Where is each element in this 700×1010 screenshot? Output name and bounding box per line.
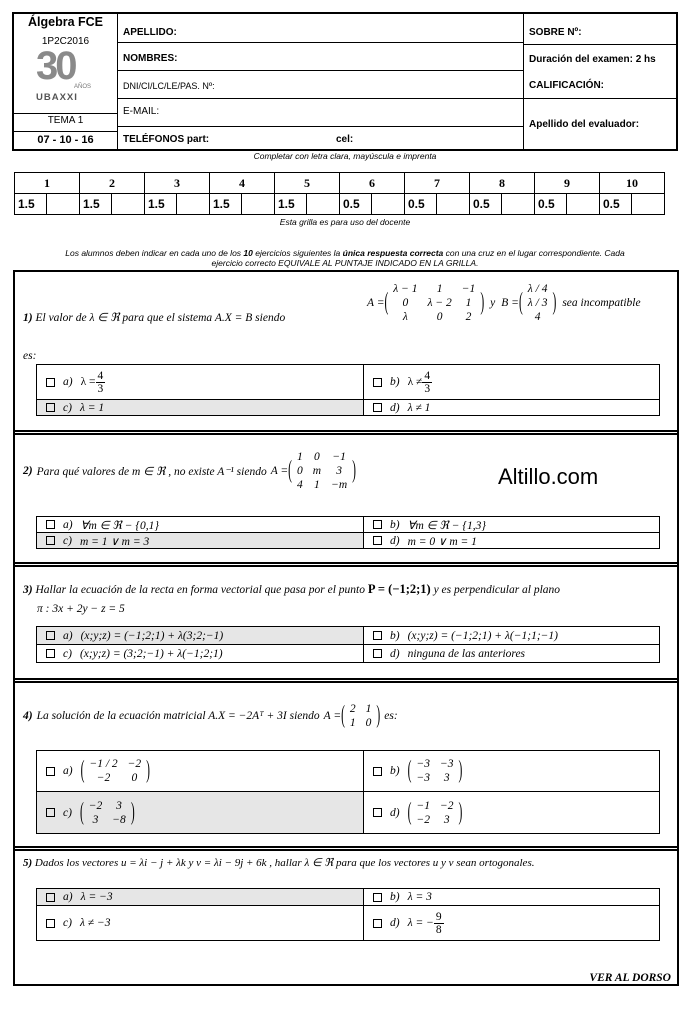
matrix-cell: 2 <box>349 703 356 715</box>
instr-part: 10 <box>243 248 253 258</box>
matrix-cell: 3 <box>336 465 342 477</box>
logo-anos: AÑOS <box>74 84 92 90</box>
footer-text: VER AL DORSO <box>589 972 671 984</box>
q2-matrix-a: ( 1 0 −1 0 m 3 4 1 −m ) <box>288 451 356 491</box>
fraction <box>96 370 106 395</box>
question-separator <box>15 678 677 683</box>
grid-number: 5 <box>275 173 340 194</box>
course-code: 1P2C2016 <box>41 36 90 47</box>
checkbox[interactable] <box>46 808 55 817</box>
q1-option-d[interactable] <box>363 399 660 416</box>
option-label: a) <box>63 629 73 642</box>
checkbox[interactable] <box>373 403 382 412</box>
matrix-cell: 1 <box>314 479 320 491</box>
matrix-cell: −2 <box>88 799 103 812</box>
header-instruction: Completar con letra clara, mayúscula e imprenta <box>253 151 437 161</box>
option-text: λ = 3 <box>407 891 432 903</box>
option-label: b) <box>390 765 400 777</box>
q5-number: 5) <box>23 857 33 869</box>
logo-brand: UBAXXI <box>36 92 78 103</box>
instr-part: única respuesta correcta <box>342 248 444 258</box>
q3-plane: π : 3x + 2y − z = 5 <box>37 603 125 615</box>
matrix-cell: λ − 1 <box>393 283 418 295</box>
checkbox[interactable] <box>46 893 55 902</box>
matrix-cell: 3 <box>116 799 122 812</box>
option-label: b) <box>390 891 400 903</box>
matrix-cell: −1 / 2 <box>89 758 118 770</box>
q2-number: 2) <box>23 465 33 477</box>
option-label: d) <box>390 806 400 819</box>
option-label: a) <box>63 765 73 777</box>
matrix-cell: −1 <box>416 799 430 812</box>
q4-statement <box>23 702 398 730</box>
matrix-cell: 0 <box>402 297 409 309</box>
checkbox[interactable] <box>373 893 382 902</box>
q2-option-b[interactable] <box>363 516 660 533</box>
matrix-cell: 1 <box>297 451 303 463</box>
grid-value: 1.5 <box>210 194 242 215</box>
q1-b-eq: B = <box>501 297 519 309</box>
q1-matrix-a: ( λ − 1 1 −1 0 λ − 2 1 λ 0 2 ) <box>384 283 485 323</box>
option-text: ∀m ∈ ℜ − {0,1} <box>80 519 159 532</box>
option-label: c) <box>63 647 72 660</box>
grid-value: 1.5 <box>275 194 307 215</box>
option-label: d) <box>390 917 400 929</box>
instructions <box>12 248 678 268</box>
grid-value: 0.5 <box>340 194 372 215</box>
option-label: d) <box>390 401 400 414</box>
score-grid <box>14 172 665 215</box>
grid-value: 1.5 <box>15 194 47 215</box>
grid-number: 9 <box>535 173 600 194</box>
checkbox[interactable] <box>373 767 382 776</box>
option-label: c) <box>63 534 72 547</box>
fraction <box>434 911 444 936</box>
matrix-cell: 4 <box>297 479 303 491</box>
option-label: d) <box>390 534 400 547</box>
denominator: 3 <box>424 382 431 395</box>
matrix-cell: −8 <box>112 813 126 826</box>
grid-score-cell[interactable] <box>47 194 80 215</box>
matrix-cell: −2 <box>127 758 142 770</box>
q5-option-b[interactable] <box>363 888 660 906</box>
q1-es: es: <box>23 350 37 362</box>
q5-option-d[interactable] <box>363 905 660 941</box>
q4-option-c[interactable] <box>36 791 364 834</box>
q1-y: y <box>490 297 496 309</box>
matrix-cell: −2 <box>439 799 454 812</box>
matrix-cell: λ / 3 <box>527 297 548 309</box>
matrix-cell: 3 <box>443 813 450 826</box>
option-label: c) <box>63 401 72 414</box>
q2-text: Para qué valores de m ∈ ℜ , no existe A⁻¹ siendo <box>36 466 267 478</box>
matrix-cell: −2 <box>96 772 111 784</box>
q5-statement <box>23 856 673 869</box>
option-label: b) <box>390 518 400 531</box>
matrix-cell: 0 <box>131 772 138 784</box>
grid-number: 7 <box>405 173 470 194</box>
q3-option-c[interactable] <box>36 644 364 663</box>
matrix-cell: 1 <box>349 717 356 729</box>
course-title: Álgebra FCE <box>27 15 103 29</box>
option-text: λ = −3 <box>80 891 113 903</box>
instr-part: con una cruz en el lugar correspondiente. Cada <box>443 248 625 258</box>
nombres-field[interactable]: NOMBRES: <box>123 53 178 64</box>
grid-value: 1.5 <box>80 194 112 215</box>
option-text: λ = <box>80 376 96 388</box>
q4-matrix-a: ( 2 1 1 0 ) <box>341 702 381 730</box>
option-text: (x;y;z) = (3;2;−1) + λ(−1;2;1) <box>79 647 223 660</box>
matrix-cell: 2 <box>465 311 472 323</box>
grid-number: 8 <box>470 173 535 194</box>
q2-option-d[interactable] <box>363 532 660 549</box>
q1-statement <box>23 310 285 324</box>
instr-part: ejercicios siguientes la <box>252 248 343 258</box>
q1-tail: sea incompatible <box>562 297 641 309</box>
fraction <box>422 370 432 395</box>
option-label: b) <box>390 629 400 642</box>
q3-number: 3) <box>23 584 33 596</box>
checkbox[interactable] <box>46 767 55 776</box>
grid-score-cell[interactable] <box>567 194 600 215</box>
q2-statement <box>23 450 356 492</box>
q3-text: Hallar la ecuación de la recta en forma vectorial que pasa por el punto <box>35 584 365 596</box>
q5-option-a[interactable] <box>36 888 364 906</box>
option-text: λ = − <box>407 917 434 929</box>
apellido-field[interactable]: APELLIDO: <box>123 27 177 38</box>
grid-number: 2 <box>80 173 145 194</box>
course-block <box>14 14 118 149</box>
q1-option-b[interactable] <box>363 364 660 400</box>
grid-value: 0.5 <box>470 194 502 215</box>
q2-option-a[interactable] <box>36 516 364 533</box>
instr-part: Los alumnos deben indicar en cada uno de los <box>65 248 244 258</box>
matrix-cell: m <box>312 465 322 477</box>
header-box <box>12 12 678 151</box>
option-text: λ ≠ 1 <box>407 401 431 414</box>
matrix-cell: −2 <box>416 813 430 826</box>
checkbox[interactable] <box>373 649 382 658</box>
grid-note: Esta grilla es para uso del docente <box>279 217 411 227</box>
grid-value: 1.5 <box>145 194 177 215</box>
option-text: (x;y;z) = (−1;2;1) + λ(−1;1;−1) <box>407 629 559 642</box>
q4-es: es: <box>384 710 398 722</box>
matrix-cell: 0 <box>436 311 443 323</box>
sobre-field: SOBRE Nº: <box>529 27 582 38</box>
q1-matrices <box>367 282 641 324</box>
checkbox[interactable] <box>46 919 55 928</box>
matrix-cell: 1 <box>365 703 372 715</box>
option-label: a) <box>63 891 73 903</box>
evaluador-field: Apellido del evaluador: <box>529 119 640 130</box>
matrix-cell: 3 <box>443 772 450 784</box>
option-label: d) <box>390 647 400 660</box>
q3-point: P = (−1;2;1) <box>367 582 431 596</box>
checkbox[interactable] <box>46 403 55 412</box>
option-label: c) <box>63 806 72 819</box>
grid-value: 0.5 <box>600 194 632 215</box>
checkbox[interactable] <box>373 631 382 640</box>
grid-score-cell[interactable] <box>502 194 535 215</box>
matrix-cell: −3 <box>439 758 454 770</box>
grid-number: 1 <box>15 173 80 194</box>
question-separator <box>15 562 677 567</box>
matrix-cell: 1 <box>436 283 443 295</box>
q3-statement <box>23 582 560 597</box>
grid-score-cell[interactable] <box>242 194 275 215</box>
grid-number: 3 <box>145 173 210 194</box>
exam-box <box>13 270 679 986</box>
q2-a-eq: A = <box>270 465 289 477</box>
q4-text: La solución de la ecuación matricial A.X = −2Aᵀ + 3I siendo <box>36 710 320 722</box>
watermark: Altillo.com <box>498 464 599 489</box>
denominator: 8 <box>435 923 442 936</box>
grid-value: 0.5 <box>405 194 437 215</box>
numerator: 4 <box>97 369 104 382</box>
q5-text: Dados los vectores u = λi − j + λk y v = λi − 9j + 6k , hallar λ ∈ ℜ para que los vectores u y v sean ortogonales. <box>34 857 535 869</box>
checkbox[interactable] <box>373 808 382 817</box>
checkbox[interactable] <box>46 649 55 658</box>
grid-score-cell[interactable] <box>112 194 145 215</box>
q3-option-d[interactable] <box>363 644 660 663</box>
checkbox[interactable] <box>46 631 55 640</box>
grid-score-cell[interactable] <box>632 194 665 215</box>
option-matrix: ( −1 −2 −2 3 ) <box>407 799 463 826</box>
option-text: m = 0 ∨ m = 1 <box>407 535 477 548</box>
matrix-cell: 0 <box>365 717 372 729</box>
q3-option-b[interactable] <box>363 626 660 645</box>
matrix-cell: 3 <box>92 813 99 826</box>
exam-date: 07 - 10 - 16 <box>37 134 94 146</box>
matrix-cell: 0 <box>314 451 320 463</box>
grid-score-cell[interactable] <box>177 194 210 215</box>
email-field[interactable]: E-MAIL: <box>123 106 160 117</box>
grid-number: 4 <box>210 173 275 194</box>
option-text: λ = 1 <box>79 401 105 414</box>
logo-number: 30 <box>36 44 75 88</box>
option-text: ninguna de las anteriores <box>407 647 526 660</box>
matrix-cell: −m <box>331 479 348 491</box>
matrix-cell: 1 <box>465 297 472 309</box>
denominator: 3 <box>97 382 104 395</box>
grid-number: 10 <box>600 173 665 194</box>
question-separator <box>15 430 677 435</box>
duracion-text: Duración del examen: 2 hs <box>529 54 656 65</box>
option-label: a) <box>63 518 73 531</box>
cel-field[interactable]: cel: <box>336 134 354 145</box>
checkbox[interactable] <box>46 520 55 529</box>
q2-option-c[interactable] <box>36 532 364 549</box>
q1-number: 1) <box>23 312 33 324</box>
q4-option-b[interactable] <box>363 750 660 792</box>
instr-part: ejercicio correcto EQUIVALE AL PUNTAJE INDICADO EN LA GRILLA. <box>211 258 479 268</box>
matrix-cell: 4 <box>534 311 541 323</box>
q4-a-eq: A = <box>323 710 342 722</box>
grid-score-cell[interactable] <box>372 194 405 215</box>
q4-option-d[interactable] <box>363 791 660 834</box>
q4-option-a[interactable] <box>36 750 364 792</box>
matrix-cell: λ − 2 <box>427 297 452 309</box>
matrix-cell: −3 <box>416 758 430 770</box>
checkbox[interactable] <box>373 378 382 387</box>
telefonos-field[interactable]: TELÉFONOS part: <box>123 134 210 145</box>
calificacion-field: CALIFICACIÓN: <box>529 80 604 91</box>
q4-number: 4) <box>23 710 33 722</box>
option-text: m = 1 ∨ m = 3 <box>79 535 150 548</box>
option-matrix: ( −3 −3 −3 3 ) <box>407 757 463 785</box>
option-label: b) <box>390 376 400 388</box>
checkbox[interactable] <box>46 378 55 387</box>
numerator: 9 <box>435 910 442 923</box>
q1-matrix-b: ( λ / 4 λ / 3 4 ) <box>518 283 557 323</box>
option-label: a) <box>63 376 73 388</box>
grid-number: 6 <box>340 173 405 194</box>
q1-text: El valor de λ ∈ ℜ para que el sistema A.X = B siendo <box>35 312 286 324</box>
grid-score-cell[interactable] <box>437 194 470 215</box>
option-text: ∀m ∈ ℜ − {1,3} <box>407 519 486 532</box>
grid-score-cell[interactable] <box>307 194 340 215</box>
matrix-cell: −1 <box>461 283 476 295</box>
option-text: (x;y;z) = (−1;2;1) + λ(3;2;−1) <box>80 629 224 642</box>
dni-field[interactable]: DNI/CI/LC/LE/PAS. Nº: <box>123 81 215 91</box>
matrix-cell: λ / 4 <box>527 283 548 295</box>
checkbox[interactable] <box>373 536 382 545</box>
grading-block <box>523 14 677 149</box>
q3-option-a[interactable] <box>36 626 364 645</box>
checkbox[interactable] <box>373 919 382 928</box>
q1-a-eq: A = <box>367 297 385 309</box>
q5-option-c[interactable] <box>36 905 364 941</box>
checkbox[interactable] <box>373 520 382 529</box>
q3-text2: y es perpendicular al plano <box>433 584 561 596</box>
checkbox[interactable] <box>46 536 55 545</box>
option-text: λ ≠ <box>407 376 423 388</box>
question-separator <box>15 846 677 851</box>
option-text: λ ≠ −3 <box>79 917 111 929</box>
option-matrix: ( −2 3 3 −8 ) <box>79 799 135 826</box>
numerator: 4 <box>424 369 431 382</box>
matrix-cell: −3 <box>416 772 430 784</box>
option-matrix: ( −1 / 2 −2 −2 0 ) <box>80 757 151 785</box>
q1-option-a[interactable] <box>36 364 364 400</box>
option-label: c) <box>63 917 72 929</box>
q1-option-c[interactable] <box>36 399 364 416</box>
matrix-cell: 0 <box>297 465 303 477</box>
grid-value: 0.5 <box>535 194 567 215</box>
tema-label: TEMA 1 <box>47 115 84 126</box>
ubaxxi-logo <box>14 44 117 103</box>
matrix-cell: −1 <box>332 451 346 463</box>
matrix-cell: λ <box>402 311 408 323</box>
